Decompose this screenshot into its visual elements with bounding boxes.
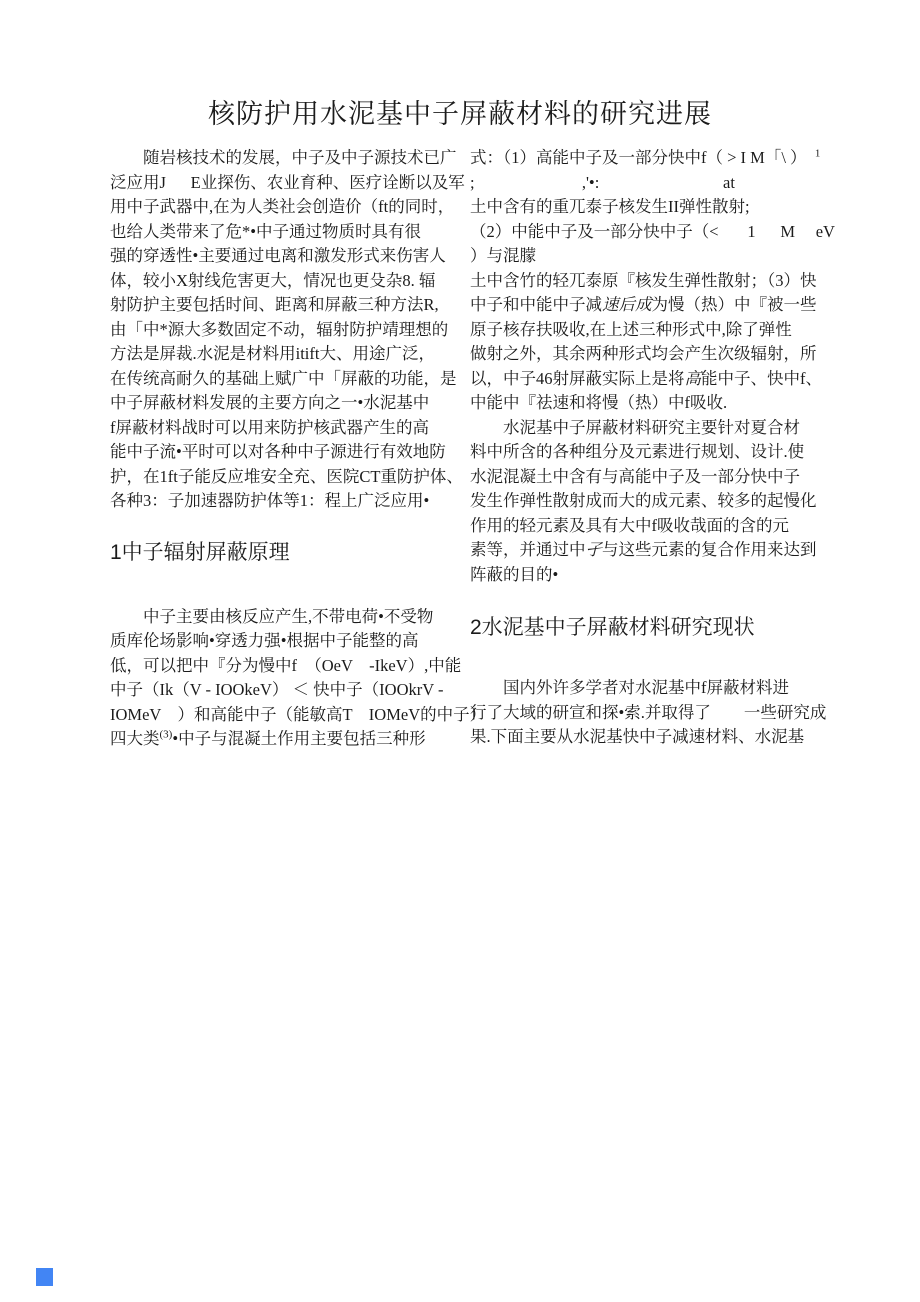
right-column (470, 146, 835, 750)
text-line: 质库伦场影响•穿透力强•根据中子能整的高 (110, 631, 419, 650)
text-line: 水泥基中子屏蔽材料研究主要针对夏合材 (470, 417, 800, 437)
text-line: 水泥混凝土中含有与高能中子及一部分快中子 (470, 466, 800, 486)
left-column (110, 146, 487, 752)
text-line: 体，较小X射线危害更大，情况也更殳杂8. 辐 (110, 270, 436, 290)
text-line: 原子核存扶吸收,在上述三种形式中,除了弹性 (470, 319, 792, 339)
text-line: 强的穿透性•主要通过电离和激发形式来伤害人 (110, 246, 446, 265)
text-line: 方法是屏裁.水泥是材料用itift大、用途广泛， (110, 344, 435, 363)
text-line: 用中子武器中,在为人类社会创造价（ft的同时， (110, 197, 455, 216)
text-line: 随岩核技术的发展，中子及中子源技术已广 (110, 148, 457, 167)
text-line: 护，在1ft子能反应堆安全充、医院CT重防护体、 (110, 466, 463, 486)
text-line: 阵蔽的目的• (470, 564, 559, 584)
text-line: ）与混朦 (470, 246, 536, 265)
text-line: 四大类$^{(3)}$•中子与混凝土作用主要包括三种形 (110, 728, 426, 748)
text-line: 素等，并通过中孑与这些元素的复合作用来达到 (470, 540, 817, 559)
text-line: 作用的轻元素及具有大中f吸收哉面的含的元 (470, 515, 789, 535)
text-line: 土中含有的重兀泰子核发生II弹性散射; (470, 197, 750, 216)
text-line: 料中所含的各种组分及元素进行规划、设计.使 (470, 442, 805, 461)
text-line: 各种3：子加速器防护体等1：程上广泛应用• (110, 491, 430, 510)
text-line: ; ,'•: at (470, 172, 735, 192)
text-line: 以，中子46射屏蔽实际上是将高能中子、快中f、 (470, 368, 822, 388)
text-line: 果.下面主要从水泥基快中子减速材料、水泥基 (470, 727, 805, 746)
text-line: f屏蔽材料战时可以用来防护核武器产生的高 (110, 417, 429, 437)
text-line: 国内外许多学者对水泥基中f屏蔽材料进 (470, 678, 789, 697)
text-line: 在传统高耐久的基础上赋广中「屏蔽的功能，是 (110, 368, 457, 388)
text-line: 中子主要由核反应产生,不带电荷•不受物 (110, 606, 434, 626)
text-line: 中能中『祛速和将慢（热）中f吸收. (470, 393, 728, 412)
text-line: IOMeV ）和高能中子（能敏高T IOMeV的中子） (110, 704, 487, 724)
page-title: 核防护用水泥基中子屏蔽材料的研究进展 (208, 99, 712, 129)
text-line: 中子（Ik（V - IOOkeV） ＜ 快中子（IOOkrV - (110, 680, 444, 699)
text-line: 泛应用J E业探伤、农业育种、医疗诠断以及军 (110, 172, 465, 192)
section2-paragraph (470, 676, 826, 750)
blue-corner-marker (36, 1268, 53, 1286)
text-line: 也给人类带来了危*•中子通过物质时具有很 (110, 221, 422, 241)
text-line: 做射之外，其余两种形式均会产生次级辐射，所 (470, 344, 817, 363)
intro-paragraph (110, 146, 466, 514)
text-line: 中子和中能中子减速后成为慢（热）中『被一些 (470, 295, 817, 314)
text-line: 土中含竹的轻兀泰原『核发生弹性散射；（3）快 (470, 270, 817, 290)
text-line: 由「中*源大多数固定不动，辐射防护靖理想的 (110, 319, 449, 339)
text-line: （2）中能中子及一部分快中子（< 1 M eV (470, 221, 835, 241)
text-line: 射防护主要包括时间、距离和屏蔽三种方法R, (110, 295, 439, 314)
section1-heading: 1中子辐射屏蔽原理 (110, 540, 290, 564)
text-line: 中子屏蔽材料发展的主要方向之一•水泥基中 (110, 393, 430, 412)
section1-paragraph (110, 605, 487, 752)
text-line: 行了大域的研宣和探•索.并取得了 一些研究成 (470, 702, 827, 722)
text-line: 发生作弹性散射成而大的成元素、较多的起慢化 (470, 491, 817, 510)
text-line: 式：（1）高能中子及一部分快中f（ > I M「\ ） $^1$ (470, 147, 821, 167)
section2-heading: 2水泥基中子屏蔽材料研究现状 (470, 616, 755, 639)
text-line: 低，可以把中『分为慢中f （OeV -IkeV）,中能 (110, 655, 462, 675)
text-line: 能中子流•平时可以对各种中子源进行有效地防 (110, 442, 446, 461)
right-top-paragraph (470, 146, 835, 587)
